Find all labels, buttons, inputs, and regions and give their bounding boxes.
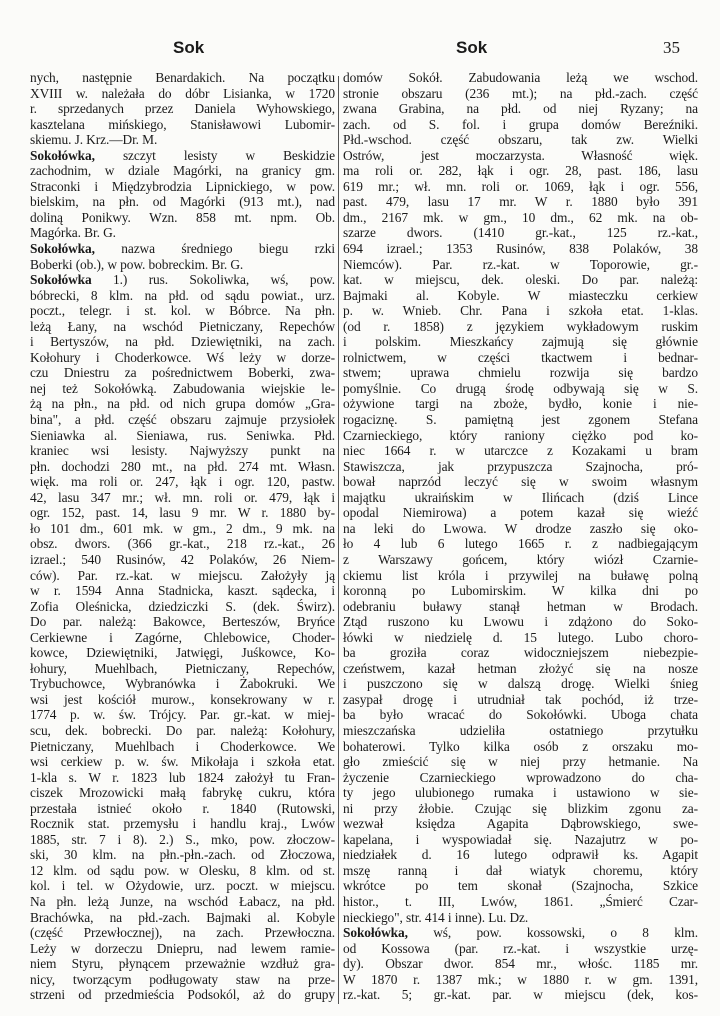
text-line (30, 739, 335, 755)
line-text: past. 479, lasu 17 mr. W r. 1880 było 391 (343, 194, 698, 210)
text-line (30, 816, 335, 832)
text-line (30, 910, 335, 926)
line-text: ckiemu list króla i przywilej na buławę polną (343, 567, 698, 583)
page-number: 35 (663, 38, 680, 57)
line-text: nieckiego", str. 414 i inne). Lu. Dz. (343, 909, 529, 925)
text-line (30, 412, 335, 428)
text-line (343, 878, 698, 894)
text-line (343, 801, 698, 817)
line-text: bohaterowi. Tylko kilka osób z orszaku mo- (343, 738, 698, 754)
text-line (30, 86, 335, 102)
entry-headword: Sokołówka, (30, 241, 95, 257)
line-text: izrael.; 540 Rusinów, 42 Polaków, 26 Niem- (30, 551, 335, 567)
line-text: kat. w miejscu, dek. oleski. Do par. należą: (343, 272, 698, 288)
text-line (30, 645, 335, 661)
text-line (343, 163, 698, 179)
line-text: Zofia Oleśnicka, dziedziczki S. (dek. Świrz). (30, 598, 335, 614)
text-line (30, 303, 335, 319)
line-text: Płd.-wschod. część obszaru, tak zw. Wielki (343, 132, 698, 148)
text-line (30, 272, 335, 288)
text-line (343, 785, 698, 801)
line-text: Leży w dorzeczu Dniepru, nad lewem ramie- (30, 940, 335, 956)
line-text: szarze dwors. (1410 gr.-kat., 125 rz.-kat., (343, 225, 698, 241)
text-line (30, 723, 335, 739)
column-divider (338, 76, 339, 1004)
text-line (30, 536, 335, 552)
text-line (343, 676, 698, 692)
text-line (343, 490, 698, 506)
line-text: czeństwem, kazał hetman złożyć się na nosze (343, 660, 698, 676)
text-line (30, 179, 335, 195)
line-text: Cerkiewne i Zagórne, Chlebowice, Choder- (30, 629, 335, 645)
line-text: nej też Sokołówką. Zabudowania wiejskie le- (30, 380, 335, 396)
text-line (343, 692, 698, 708)
text-line (30, 474, 335, 490)
text-line (30, 132, 335, 148)
line-text: niec 1664 r. w utarczce z Kozakami u bram (343, 443, 698, 459)
text-line (343, 179, 698, 195)
line-text: (część Przewłocznej), na zach. Przewłoczna. (30, 925, 335, 941)
line-text: zachodnim, w dziale Magórki, na granicy gm. (30, 163, 335, 179)
running-head-center: Sok (456, 38, 488, 57)
text-line (30, 770, 335, 786)
line-text: bina", a płd. część obszaru zajmuje przysiołek (30, 412, 335, 428)
line-text: ogr. 152, past. 14, lasu 9 mr. W r. 1880 by- (30, 505, 335, 521)
text-line (343, 661, 698, 677)
line-text: koronną po Lubomirskim. W kilka dni po (343, 583, 698, 599)
text-line (30, 707, 335, 723)
text-line (343, 925, 698, 941)
text-columns (0, 70, 720, 1010)
text-line (30, 288, 335, 304)
text-line (30, 847, 335, 863)
line-text: Kołohury i Choderkowce. Wś leży w dorze- (30, 349, 335, 365)
text-line (343, 707, 698, 723)
text-line (343, 132, 698, 148)
line-text: Boberki (ob.), w pow. bobreckim. Br. G. (30, 256, 244, 272)
text-line (343, 225, 698, 241)
line-text: doliną Ponikwy. Wzn. 858 mt. npm. Ob. (30, 209, 335, 225)
line-text: kasztelana mińskiego, Stanisławowi Lubomir- (30, 116, 335, 132)
text-line (30, 878, 335, 894)
line-text: Bajmaki al. Kobyle. W miasteczku cerkiew (343, 287, 698, 303)
text-line (30, 832, 335, 848)
text-line (343, 381, 698, 397)
line-text: gło zmieścić się w niej przy hetmanie. Na (343, 754, 698, 770)
entry-headword: Sokołówka (30, 272, 92, 288)
text-line (30, 443, 335, 459)
text-line (343, 101, 698, 117)
text-line (343, 319, 698, 335)
line-text: Rocznik stat. przemysłu i handlu kraj., Lwów (30, 816, 335, 832)
line-text: mieszczańska udzieliła ostatniego przytułku (343, 722, 698, 738)
text-line (343, 505, 698, 521)
line-text: stwem; uprawa chmielu rozwija się bardzo (343, 365, 698, 381)
line-text: nicy, tworzącym podługowaty staw na prze- (30, 971, 335, 987)
line-text: skiemu. J. Krz.—Dr. M. (30, 132, 158, 148)
text-line (30, 987, 335, 1003)
line-text: Pietniczany, Muehlbach i Choderkowce. We (30, 738, 335, 754)
text-line (343, 241, 698, 257)
text-line (343, 148, 698, 164)
line-text: kapelana, i wyspowiadał się. Nazajutrz w po- (343, 831, 698, 847)
text-line (343, 412, 698, 428)
line-text: mszę ranną i dał wiatyk choremu, który (343, 862, 698, 878)
line-text: od Kossowa (par. rz.-kat. i wszystkie urzę- (343, 940, 698, 956)
line-text: żą na płn., na płd. od nich grupa domów „Gra- (30, 396, 335, 412)
line-text: p. w. Wnieb. Chr. Pana i szkoła etat. 1-klas. (343, 303, 698, 319)
text-line (30, 552, 335, 568)
line-text: Na płn. leżą Junze, na wschód Łabacz, na płd. (30, 893, 335, 909)
line-text: ni przy żłobie. Czując się blizkim zgonu za- (343, 800, 698, 816)
text-line (343, 723, 698, 739)
line-text: ciszek Mrozowicki małą fabrykę cukru, która (30, 785, 335, 801)
text-line (343, 599, 698, 615)
line-text: czu Dniestru za pośrednictwem Boberki, zwa- (30, 365, 335, 381)
text-line (343, 739, 698, 755)
line-text: r. sprzedanych przez Daniela Wyhowskiego, (30, 101, 335, 117)
text-line (343, 257, 698, 273)
line-text: XVIII w. należała do dóbr Lisianka, w 1720 (30, 85, 335, 101)
left-column (30, 70, 335, 1003)
text-line (30, 225, 335, 241)
line-text: kowce, Dziewiętniki, Jatwięgi, Juśkowce, Ko- (30, 645, 335, 661)
text-line (343, 863, 698, 879)
text-line (30, 101, 335, 117)
text-line (30, 754, 335, 770)
line-text: niem Styru, płynącem przeważnie wzdłuż gra- (30, 956, 335, 972)
line-text: 1774 p. w. św. Trójcy. Par. gr.-kat. w miej- (30, 707, 335, 723)
line-text: wsi jest kościół murow., konsekrowany w r. (30, 691, 335, 707)
line-text: łówki w niedzielę d. 15 lutego. Lubo choro- (343, 629, 698, 645)
line-text: Magórka. Br. G. (30, 225, 116, 241)
line-text: dm., 2167 mk. w gm., 10 dm., 62 mk. na ob- (343, 209, 698, 225)
text-line (343, 521, 698, 537)
line-text: ło 101 dm., 601 mk. w gm., 2 dm., 9 mk. na (30, 520, 335, 536)
text-line (30, 241, 335, 257)
text-line (343, 288, 698, 304)
text-line (343, 86, 698, 102)
text-line (343, 754, 698, 770)
line-text: 1-kla s. W r. 1823 lub 1824 założył tu Fran- (30, 769, 335, 785)
text-line (30, 863, 335, 879)
line-text: zach. od S. fol. i grupa domów Bereźniki. (343, 116, 698, 132)
text-line (30, 941, 335, 957)
text-line (343, 552, 698, 568)
line-text: (od r. 1858) z językiem wykładowym ruskim (343, 318, 698, 334)
line-text: ożywione targi na zboże, bydło, konie i nie- (343, 396, 698, 412)
text-line (343, 568, 698, 584)
line-text: obsz. dwors. (366 gr.-kat., 218 rz.-kat., 26 (30, 536, 335, 552)
line-text: rz.-kat. 5; gr.-kat. par. w miejscu (dek, kos- (343, 987, 698, 1003)
line-text: życzenie Czarnieckiego wprowadzono do cha- (343, 769, 698, 785)
line-text: dy). Obszar dwor. 854 mr., włośc. 1185 mr. (343, 956, 698, 972)
line-text: bował naprzód leczyć się w swoim własnym (343, 474, 698, 490)
line-text: stronie obszaru (236 mt.); na płd.-zach. część (343, 85, 698, 101)
line-text: i Bertyszów, na płd. Dziewiętniki, na zach. (30, 334, 335, 350)
line-text: i puszczono się w dalszą drogę. Wielki śnieg (343, 676, 698, 692)
line-text: scu, dek. bobrecki. Do par. należą: Kołohury, (30, 722, 335, 738)
text-line (30, 801, 335, 817)
text-line (30, 334, 335, 350)
text-line (30, 521, 335, 537)
text-line (343, 583, 698, 599)
text-line (30, 163, 335, 179)
line-text: poczt., telegr. i st. kol. w Bóbrce. Na płn. (30, 303, 335, 319)
text-line (30, 956, 335, 972)
line-text: rolnictwem, w części tkactwem i bednar- (343, 349, 698, 365)
line-text: 1.) rus. Sokoliwka, wś, pow. (91, 272, 335, 288)
text-line (343, 894, 698, 910)
entry-headword: Sokołówka, (343, 925, 408, 941)
text-line (30, 350, 335, 366)
text-line (343, 614, 698, 630)
line-text: z Warszawy gońcem, który wiózł Czarnie- (343, 551, 698, 567)
text-line (30, 396, 335, 412)
text-line (30, 505, 335, 521)
text-line (30, 428, 335, 444)
text-line (343, 117, 698, 133)
text-line (30, 381, 335, 397)
line-text: 694 izrael.; 1353 Rusinów, 838 Polaków, 38 (343, 241, 698, 257)
line-text: i polskim. Mieszkańcy zajmują się głównie (343, 334, 698, 350)
line-text: leżą Łany, na wschód Pietniczany, Repechów (30, 318, 335, 334)
line-text: kol. i tel. w Ożydowie, urz. poczt. w miejscu. (30, 878, 335, 894)
text-line (343, 645, 698, 661)
line-text: majątku ukraińskim w Ilińcach (dziś Lince (343, 489, 698, 505)
text-line (343, 832, 698, 848)
text-line (343, 350, 698, 366)
text-line (30, 661, 335, 677)
line-text: W 1870 r. 1387 mk.; w 1880 r. w gm. 1391, (343, 971, 698, 987)
text-line (343, 941, 698, 957)
text-line (30, 785, 335, 801)
line-text: Stawiszcza, jak przypuszcza Szajnocha, pró- (343, 458, 698, 474)
running-head (0, 38, 720, 62)
line-text: Sieniawka al. Sieniawa, rus. Seniwka. Płd. (30, 427, 335, 443)
line-text: Niemców). Par. rz.-kat. w Toporowie, gr.- (343, 256, 698, 272)
line-text: strzeni od przedmieścia Podsokól, aż do grupy (30, 987, 335, 1003)
text-line (30, 117, 335, 133)
line-text: nych, następnie Benardakich. Na początku (30, 70, 335, 85)
line-text: 619 mr.; wł. mn. roli or. 1069, łąk i ogr. 556, (343, 178, 698, 194)
line-text: szczyt lesisty w Beskidzie (94, 147, 335, 163)
line-text: wkrótce po tem skonał (Szajnocha, Szkice (343, 878, 698, 894)
text-line (343, 847, 698, 863)
text-line (343, 816, 698, 832)
line-text: ba groziła coraz widoczniejszem niebezpie- (343, 645, 698, 661)
text-line (30, 599, 335, 615)
text-line (343, 396, 698, 412)
line-text: Brachówka, na płd.-zach. Bajmaki al. Kobyle (30, 909, 335, 925)
line-text: wś, pow. kossowski, o 8 klm. (407, 925, 698, 941)
line-text: Trybuchowce, Wybranówka i Żabokruki. We (30, 676, 335, 692)
line-text: niedziałek d. 16 lutego odprawił ks. Agapit (343, 847, 698, 863)
line-text: ło 4 lub 6 lutego 1665 r. z nadbiegającym (343, 536, 698, 552)
line-text: 42, lasu 347 mr.; wł. mn. roli or. 479, łąk i (30, 489, 335, 505)
text-line (30, 319, 335, 335)
text-line (343, 956, 698, 972)
line-text: Ostrów, jest moczarzysta. Własność więk. (343, 147, 698, 163)
line-text: pomyślnie. Co drugą środę odbywają się w S. (343, 380, 698, 396)
text-line (343, 303, 698, 319)
right-column (343, 70, 698, 1003)
text-line (343, 334, 698, 350)
line-text: ców). Par. rz.-kat. w miejscu. Założyły ją (30, 567, 335, 583)
text-line (30, 365, 335, 381)
line-text: histor., t. III, Lwów, 1861. „Śmierć Czar- (343, 893, 698, 909)
text-line (30, 894, 335, 910)
text-line (343, 987, 698, 1003)
text-line (30, 614, 335, 630)
text-line (343, 536, 698, 552)
line-text: nazwa średniego biegu rzki (94, 241, 335, 257)
line-text: Straconki i Międzybrodzia Lipnickiego, w pow. (30, 178, 335, 194)
text-line (343, 972, 698, 988)
running-head-left: Sok (173, 38, 205, 57)
line-text: Do par. należą: Bakowce, Berteszów, Bryńce (30, 614, 335, 630)
text-line (30, 257, 335, 273)
text-line (30, 676, 335, 692)
line-text: zwana Grabina, na płd. od niej Ryzany; na (343, 101, 698, 117)
line-text: przestała istnieć około r. 1840 (Rutowski, (30, 800, 335, 816)
line-text: odebraniu buławy stanął hetman w Brodach. (343, 598, 698, 614)
text-line (30, 925, 335, 941)
text-line (30, 630, 335, 646)
text-line (30, 972, 335, 988)
text-line (30, 568, 335, 584)
text-line (343, 910, 698, 926)
text-line (343, 459, 698, 475)
line-text: zasypał drogę i utrudniał tak pochód, iż trze- (343, 691, 698, 707)
line-text: ba było wracać do Sokołówki. Uboga chata (343, 707, 698, 723)
line-text: płn. dochodzi 280 mt., na płd. 274 mt. Własn. (30, 458, 335, 474)
line-text: łohury, Muehlbach, Pietniczany, Repechów, (30, 660, 335, 676)
text-line (343, 428, 698, 444)
line-text: ty jego ulubionego rumaka i ustawiono w sie- (343, 785, 698, 801)
text-line (30, 210, 335, 226)
text-line (343, 272, 698, 288)
line-text: w r. 1594 Anna Stadnicka, kaszt. sądecka, i (30, 583, 335, 599)
line-text: wsi cerkiew p. w. św. Mikołaja i szkoła etat. (30, 754, 335, 770)
text-line (343, 70, 698, 86)
text-line (343, 474, 698, 490)
text-line (343, 630, 698, 646)
line-text: kraniec wsi lesisty. Najwyższy punkt na (30, 443, 335, 459)
line-text: rogaciznę. S. pamiętną jest zgonem Stefana (343, 412, 698, 428)
line-text: więk. ma roli or. 247, łąk i ogr. 120, pastw. (30, 474, 335, 490)
line-text: ski, 30 klm. na płn.-płn.-zach. od Złoczowa, (30, 847, 335, 863)
text-line (30, 583, 335, 599)
text-line (343, 210, 698, 226)
text-line (30, 692, 335, 708)
line-text: bielskim, na płn. od Magórki (913 mt.), nad (30, 194, 335, 210)
text-line (30, 490, 335, 506)
line-text: 12 klm. od sądu pow. w Olesku, 8 klm. od st. (30, 862, 335, 878)
line-text: wezwał księdza Agapita Dąbrowskiego, swe- (343, 816, 698, 832)
line-text: Czarnieckiego, który raniony ciężko pod ko- (343, 427, 698, 443)
line-text: ma roli or. 282, łąk i ogr. 28, past. 186, lasu (343, 163, 698, 179)
text-line (343, 194, 698, 210)
line-text: bóbrecki, 8 klm. na płd. od sądu powiat., urz. (30, 287, 335, 303)
text-line (30, 70, 335, 86)
line-text: Ztąd ruszono ku Lwowu i zdążono do Soko- (343, 614, 698, 630)
entry-headword: Sokołówka, (30, 147, 95, 163)
text-line (30, 194, 335, 210)
text-line (30, 459, 335, 475)
text-line (343, 443, 698, 459)
line-text: opodal Niemirowa) a potem kazał się wieźć (343, 505, 698, 521)
line-text: na leki do Lwowa. W drodze zaszło się oko- (343, 520, 698, 536)
text-line (30, 148, 335, 164)
text-line (343, 365, 698, 381)
line-text: domów Sokół. Zabudowania leżą we wschod. (343, 70, 698, 85)
line-text: 1885, str. 7 i 8). 2.) S., mko, pow. złoczow- (30, 831, 335, 847)
text-line (343, 770, 698, 786)
